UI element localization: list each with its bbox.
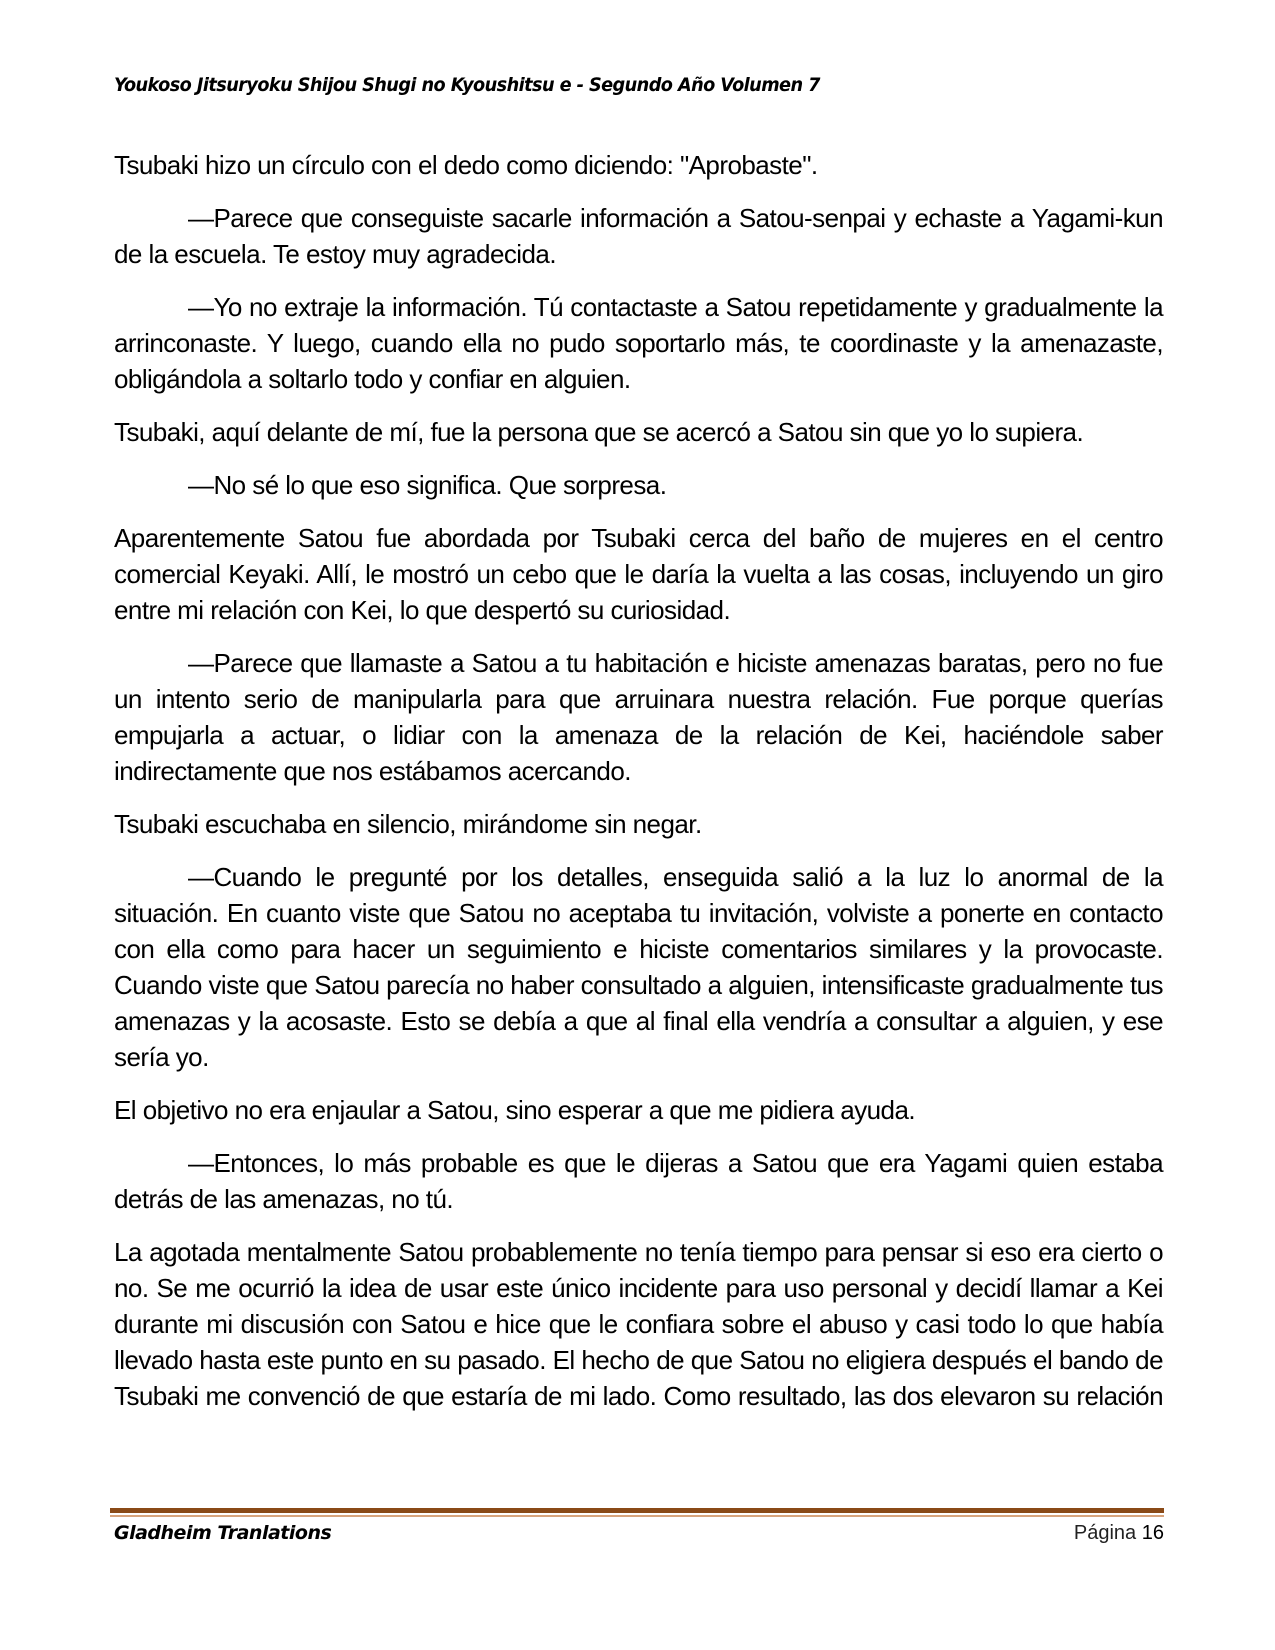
footer-divider-accent	[110, 1515, 1164, 1517]
dialogue-paragraph: —Parece que llamaste a Satou a tu habitación e hiciste amenazas baratas, pero no fue un intento serio de manipularla para que arruinara nuestra relación. Fue porque querías empujarla a actuar, o lidiar con la amenaza de la relación de Kei, haciéndole saber indirectamente que nos estábamos acercando.	[114, 648, 1163, 786]
page-label: Página	[1073, 1522, 1137, 1544]
dialogue-paragraph: —Entonces, lo más probable es que le dijeras a Satou que era Yagami quien estaba detrás de las amenazas, no tú.	[114, 1148, 1163, 1214]
dialogue-paragraph: —Cuando le pregunté por los detalles, enseguida salió a la luz lo anormal de la situación. En cuanto viste que Satou no aceptaba tu invitación, volviste a ponerte en contacto con ella como para hacer un seguimiento e hiciste comentarios similares y la provocaste. Cuando viste que Satou parecía no haber consultado a alguien, intensificaste gradualmente tus amenazas y la acosaste. Esto se debía a que al final ella vendría a consultar a alguien, y ese sería yo.	[114, 862, 1163, 1072]
paragraph: Tsubaki, aquí delante de mí, fue la persona que se acercó a Satou sin que yo lo supiera.	[114, 417, 1084, 447]
paragraph: El objetivo no era enjaular a Satou, sino esperar a que me pidiera ayuda.	[114, 1095, 916, 1125]
footer-translator-credit: Gladheim Tranlations	[114, 1522, 332, 1544]
running-header-title: Youkoso Jitsuryoku Shijou Shugi no Kyoushitsu e - Segundo Año Volumen 7	[114, 74, 820, 96]
page-number	[1074, 1522, 1164, 1545]
footer-divider	[110, 1508, 1164, 1513]
paragraph: La agotada mentalmente Satou probablemente no tenía tiempo para pensar si eso era cierto o no. Se me ocurrió la idea de usar este único incidente para uso personal y decidí llamar a Kei durante mi discusión con Satou e hice que le confiara sobre el abuso y casi todo lo que había llevado hasta este punto en su pasado. El hecho de que Satou no eligiera después el bando de Tsubaki me convenció de que estaría de mi lado. Como resultado, las dos elevaron su relación	[114, 1237, 1163, 1411]
page-body	[114, 147, 1163, 1431]
page-number-value: 16	[1141, 1522, 1164, 1544]
paragraph: Aparentemente Satou fue abordada por Tsubaki cerca del baño de mujeres en el centro comercial Keyaki. Allí, le mostró un cebo que le daría la vuelta a las cosas, incluyendo un giro entre mi relación con Kei, lo que despertó su curiosidad.	[114, 523, 1163, 625]
paragraph: Tsubaki escuchaba en silencio, mirándome sin negar.	[114, 809, 702, 839]
dialogue-paragraph: —Yo no extraje la información. Tú contactaste a Satou repetidamente y gradualmente la arrinconaste. Y luego, cuando ella no pudo soportarlo más, te coordinaste y la amenazaste, obligándola a soltarlo todo y confiar en alguien.	[114, 292, 1163, 394]
dialogue-paragraph: —Parece que conseguiste sacarle información a Satou-senpai y echaste a Yagami-kun de la escuela. Te estoy muy agradecida.	[114, 203, 1163, 269]
dialogue-paragraph: —No sé lo que eso significa. Que sorpresa.	[188, 470, 667, 500]
paragraph: Tsubaki hizo un círculo con el dedo como diciendo: "Aprobaste".	[114, 150, 818, 180]
